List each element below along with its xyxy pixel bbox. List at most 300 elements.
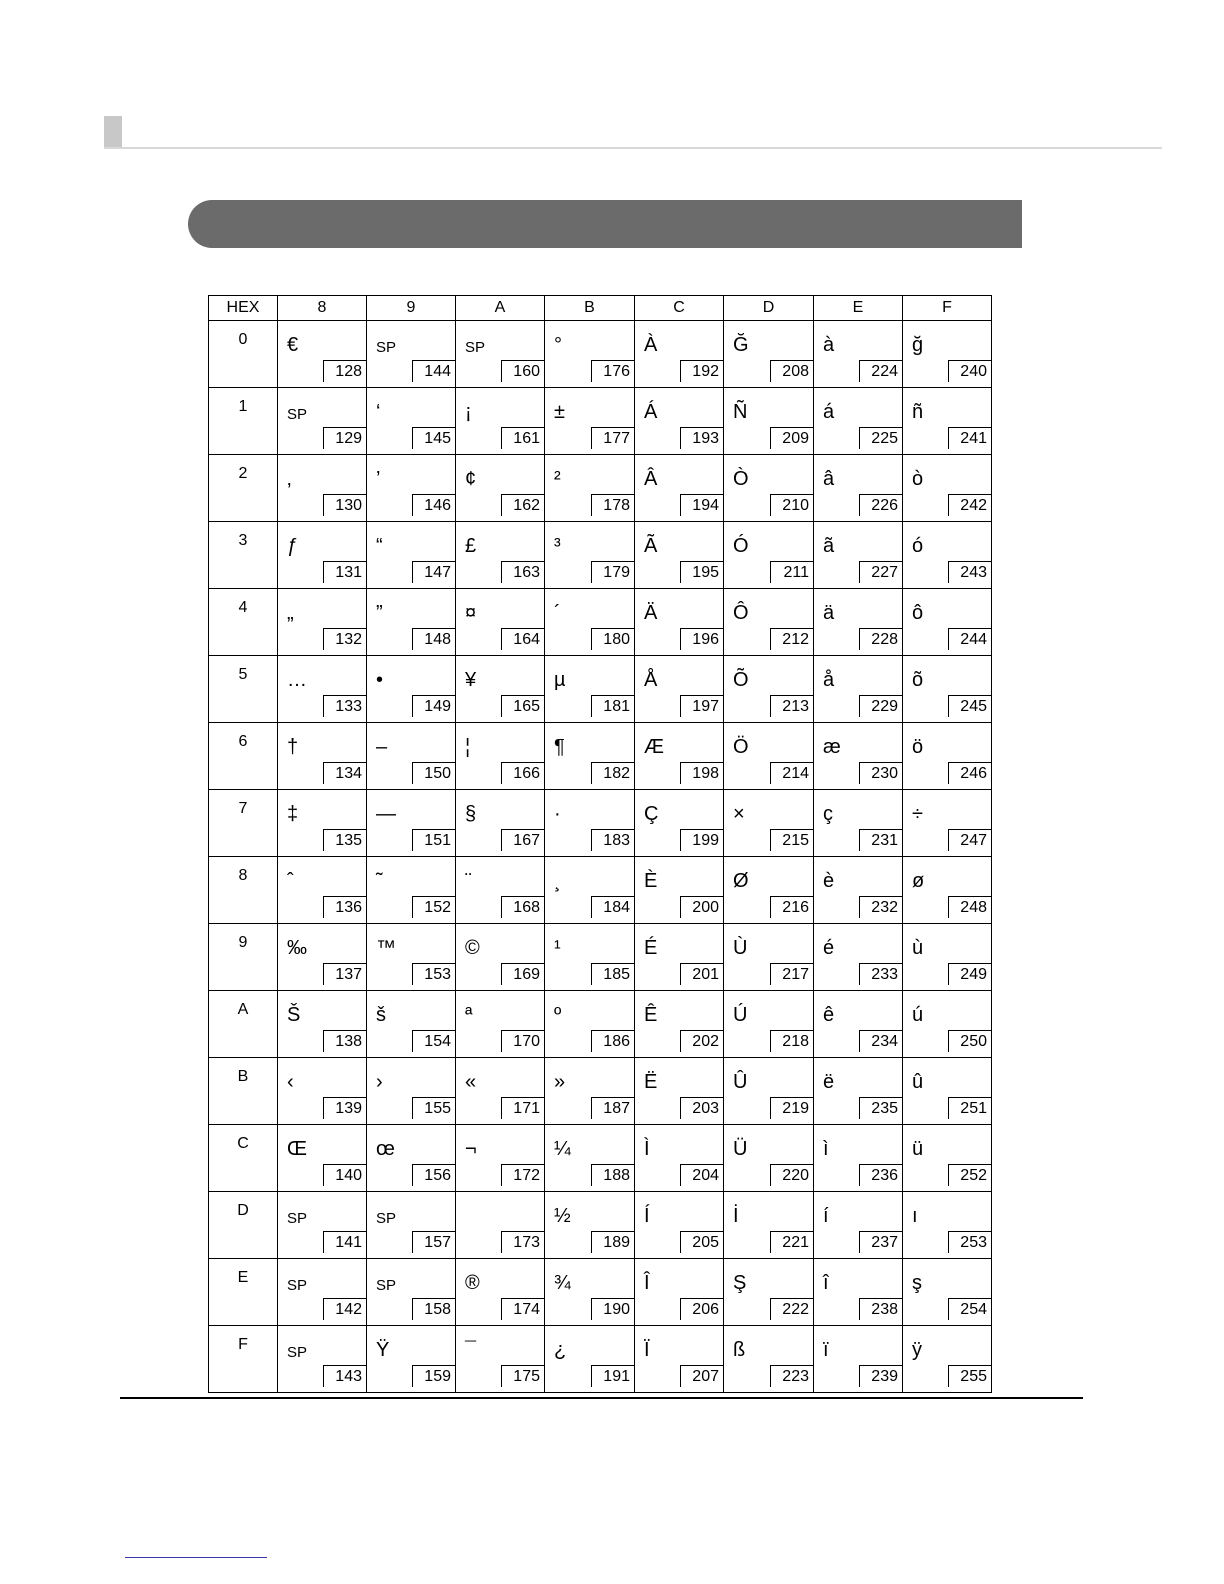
character-glyph: Ë xyxy=(644,1071,658,1093)
character-cell xyxy=(814,991,903,1058)
character-glyph: Ö xyxy=(733,736,749,758)
decimal-code: 177 xyxy=(591,427,634,449)
character-glyph: î xyxy=(823,1272,829,1294)
table-row xyxy=(209,589,992,656)
decimal-code: 183 xyxy=(591,829,634,851)
character-cell xyxy=(814,455,903,522)
character-cell xyxy=(456,522,545,589)
character-glyph: ê xyxy=(823,1004,835,1026)
decimal-code: 215 xyxy=(770,829,813,851)
character-glyph: ¸ xyxy=(554,870,561,892)
decimal-code: 189 xyxy=(591,1231,634,1253)
character-glyph: ë xyxy=(823,1071,835,1093)
character-cell xyxy=(724,656,814,723)
decimal-code: 156 xyxy=(412,1164,455,1186)
character-glyph: Ğ xyxy=(733,334,749,356)
character-glyph: ì xyxy=(823,1138,829,1160)
character-cell xyxy=(903,790,992,857)
character-glyph: ¢ xyxy=(465,468,477,490)
decimal-code: 139 xyxy=(323,1097,366,1119)
decimal-code: 154 xyxy=(412,1030,455,1052)
decimal-code: 227 xyxy=(859,561,902,583)
decimal-code: 247 xyxy=(948,829,991,851)
decimal-code: 178 xyxy=(591,494,634,516)
character-cell xyxy=(278,1259,367,1326)
decimal-code: 236 xyxy=(859,1164,902,1186)
decimal-code: 198 xyxy=(680,762,723,784)
table-row xyxy=(209,991,992,1058)
character-cell xyxy=(814,1125,903,1192)
character-glyph: Ç xyxy=(644,803,659,825)
decimal-code: 142 xyxy=(323,1298,366,1320)
character-glyph: ± xyxy=(554,401,565,423)
character-cell xyxy=(814,589,903,656)
character-cell xyxy=(724,1058,814,1125)
decimal-code: 254 xyxy=(948,1298,991,1320)
character-cell xyxy=(724,991,814,1058)
character-cell xyxy=(545,857,635,924)
decimal-code: 159 xyxy=(412,1365,455,1387)
character-glyph: ş xyxy=(912,1272,922,1294)
character-cell xyxy=(724,924,814,991)
character-glyph: ã xyxy=(823,535,835,557)
character-cell xyxy=(367,790,456,857)
character-glyph: É xyxy=(644,937,658,959)
character-glyph: ³ xyxy=(554,535,561,557)
character-glyph: … xyxy=(287,669,307,691)
decimal-code: 140 xyxy=(323,1164,366,1186)
character-glyph: ı xyxy=(912,1205,918,1227)
character-cell xyxy=(635,1192,724,1259)
character-cell xyxy=(367,1192,456,1259)
decimal-code: 204 xyxy=(680,1164,723,1186)
character-cell xyxy=(545,455,635,522)
character-cell xyxy=(545,656,635,723)
character-cell xyxy=(903,1125,992,1192)
character-glyph: Ã xyxy=(644,535,658,557)
character-glyph: ¨ xyxy=(465,870,472,892)
decimal-code: 253 xyxy=(948,1231,991,1253)
character-cell xyxy=(545,1058,635,1125)
character-cell xyxy=(814,388,903,455)
decimal-code: 223 xyxy=(770,1365,813,1387)
character-glyph: ç xyxy=(823,803,833,825)
column-header: 8 xyxy=(278,296,367,321)
decimal-code: 168 xyxy=(501,896,544,918)
table-row xyxy=(209,723,992,790)
character-cell xyxy=(635,589,724,656)
character-cell xyxy=(367,321,456,388)
character-glyph: ° xyxy=(554,334,562,356)
character-glyph: “ xyxy=(376,535,383,557)
decimal-code: 246 xyxy=(948,762,991,784)
character-glyph: Ò xyxy=(733,468,749,490)
decimal-code: 229 xyxy=(859,695,902,717)
row-header: 2 xyxy=(209,455,278,522)
decimal-code: 252 xyxy=(948,1164,991,1186)
character-glyph: ü xyxy=(912,1138,924,1160)
table-row xyxy=(209,1259,992,1326)
decimal-code: 220 xyxy=(770,1164,813,1186)
character-cell xyxy=(635,1058,724,1125)
decimal-code: 150 xyxy=(412,762,455,784)
character-cell xyxy=(367,991,456,1058)
character-cell xyxy=(724,857,814,924)
decimal-code: 176 xyxy=(591,360,634,382)
character-cell xyxy=(545,321,635,388)
character-glyph: « xyxy=(465,1071,477,1093)
character-glyph: SP xyxy=(376,1210,397,1227)
decimal-code: 145 xyxy=(412,427,455,449)
character-cell xyxy=(278,522,367,589)
character-cell xyxy=(545,924,635,991)
character-glyph: Ü xyxy=(733,1138,748,1160)
character-cell xyxy=(635,1326,724,1393)
row-header: 3 xyxy=(209,522,278,589)
character-cell xyxy=(724,455,814,522)
character-glyph: ‰ xyxy=(287,937,307,959)
decimal-code: 196 xyxy=(680,628,723,650)
row-header: 6 xyxy=(209,723,278,790)
character-glyph: ¡ xyxy=(465,401,472,423)
decimal-code: 242 xyxy=(948,494,991,516)
character-cell xyxy=(724,388,814,455)
character-cell xyxy=(724,723,814,790)
character-glyph: ğ xyxy=(912,334,924,356)
character-glyph: × xyxy=(733,803,745,825)
character-cell xyxy=(903,656,992,723)
decimal-code: 157 xyxy=(412,1231,455,1253)
character-cell xyxy=(903,1259,992,1326)
character-glyph: â xyxy=(823,468,835,490)
character-glyph: í xyxy=(823,1205,829,1227)
character-cell xyxy=(635,857,724,924)
character-glyph: Å xyxy=(644,669,658,691)
decimal-code: 248 xyxy=(948,896,991,918)
decimal-code: 129 xyxy=(323,427,366,449)
character-cell xyxy=(814,790,903,857)
character-glyph: ¾ xyxy=(554,1272,571,1294)
row-header: F xyxy=(209,1326,278,1393)
character-glyph: Î xyxy=(644,1272,650,1294)
character-cell xyxy=(903,1192,992,1259)
character-glyph: ¦ xyxy=(465,736,471,758)
row-header: 4 xyxy=(209,589,278,656)
character-cell xyxy=(635,924,724,991)
character-glyph: ‹ xyxy=(287,1071,294,1093)
character-cell xyxy=(278,790,367,857)
character-glyph: ‡ xyxy=(287,803,299,825)
character-cell xyxy=(903,991,992,1058)
character-glyph: Ï xyxy=(644,1339,650,1361)
character-glyph: æ xyxy=(823,736,841,758)
table-row xyxy=(209,388,992,455)
character-cell xyxy=(278,991,367,1058)
row-header: 5 xyxy=(209,656,278,723)
decimal-code: 173 xyxy=(501,1231,544,1253)
character-cell xyxy=(456,1058,545,1125)
character-cell xyxy=(545,1192,635,1259)
character-cell xyxy=(635,656,724,723)
decimal-code: 143 xyxy=(323,1365,366,1387)
decimal-code: 230 xyxy=(859,762,902,784)
decimal-code: 162 xyxy=(501,494,544,516)
character-glyph: ÿ xyxy=(912,1339,922,1361)
character-glyph: † xyxy=(287,736,299,758)
character-cell xyxy=(724,522,814,589)
character-cell xyxy=(278,589,367,656)
decimal-code: 199 xyxy=(680,829,723,851)
decimal-code: 209 xyxy=(770,427,813,449)
decimal-code: 158 xyxy=(412,1298,455,1320)
character-glyph: Ş xyxy=(733,1272,747,1294)
table-row xyxy=(209,924,992,991)
character-glyph: ô xyxy=(912,602,924,624)
character-glyph: ¼ xyxy=(554,1138,571,1160)
character-glyph: ¬ xyxy=(465,1138,477,1160)
character-cell xyxy=(545,1259,635,1326)
decimal-code: 193 xyxy=(680,427,723,449)
character-cell xyxy=(367,1058,456,1125)
character-cell xyxy=(814,857,903,924)
character-glyph: Ñ xyxy=(733,401,748,423)
character-glyph: Ÿ xyxy=(376,1339,390,1361)
character-cell xyxy=(367,656,456,723)
character-glyph: ú xyxy=(912,1004,924,1026)
decimal-code: 135 xyxy=(323,829,366,851)
decimal-code: 188 xyxy=(591,1164,634,1186)
decimal-code: 211 xyxy=(770,561,813,583)
decimal-code: 167 xyxy=(501,829,544,851)
decimal-code: 179 xyxy=(591,561,634,583)
character-glyph: ¥ xyxy=(465,669,477,691)
decimal-code: 243 xyxy=(948,561,991,583)
character-cell xyxy=(814,321,903,388)
character-cell xyxy=(545,522,635,589)
character-cell xyxy=(635,522,724,589)
character-cell xyxy=(367,522,456,589)
character-glyph: © xyxy=(465,937,480,959)
decimal-code: 128 xyxy=(323,360,366,382)
decimal-code: 241 xyxy=(948,427,991,449)
decimal-code: 228 xyxy=(859,628,902,650)
decimal-code: 155 xyxy=(412,1097,455,1119)
decimal-code: 136 xyxy=(323,896,366,918)
decimal-code: 233 xyxy=(859,963,902,985)
decimal-code: 190 xyxy=(591,1298,634,1320)
character-glyph: „ xyxy=(287,602,294,624)
character-glyph: ´ xyxy=(554,602,561,624)
table-row xyxy=(209,522,992,589)
decimal-code: 249 xyxy=(948,963,991,985)
decimal-code: 194 xyxy=(680,494,723,516)
character-cell xyxy=(278,388,367,455)
decimal-code: 187 xyxy=(591,1097,634,1119)
decimal-code: 192 xyxy=(680,360,723,382)
character-glyph: ø xyxy=(912,870,925,892)
character-glyph: ™ xyxy=(376,937,396,959)
decimal-code: 134 xyxy=(323,762,366,784)
decimal-code: 175 xyxy=(501,1365,544,1387)
character-cell xyxy=(367,1326,456,1393)
character-cell xyxy=(545,1125,635,1192)
character-cell xyxy=(814,723,903,790)
character-cell xyxy=(278,1326,367,1393)
character-cell xyxy=(367,723,456,790)
character-cell xyxy=(278,455,367,522)
character-glyph: Ô xyxy=(733,602,749,624)
character-glyph: » xyxy=(554,1071,566,1093)
decimal-code: 219 xyxy=(770,1097,813,1119)
row-header: A xyxy=(209,991,278,1058)
character-glyph: è xyxy=(823,870,835,892)
decimal-code: 172 xyxy=(501,1164,544,1186)
character-cell xyxy=(724,1259,814,1326)
character-glyph: SP xyxy=(376,1277,397,1294)
character-cell xyxy=(278,1125,367,1192)
decimal-code: 160 xyxy=(501,360,544,382)
decimal-code: 164 xyxy=(501,628,544,650)
decimal-code: 195 xyxy=(680,561,723,583)
character-glyph: À xyxy=(644,334,658,356)
character-cell xyxy=(635,723,724,790)
decimal-code: 141 xyxy=(323,1231,366,1253)
section-marker xyxy=(104,116,122,148)
decimal-code: 197 xyxy=(680,695,723,717)
character-cell xyxy=(724,321,814,388)
row-header: 8 xyxy=(209,857,278,924)
footer-divider xyxy=(120,1397,1083,1399)
character-cell xyxy=(545,388,635,455)
table-row xyxy=(209,1058,992,1125)
decimal-code: 171 xyxy=(501,1097,544,1119)
character-glyph: ß xyxy=(733,1339,746,1361)
decimal-code: 232 xyxy=(859,896,902,918)
character-glyph: ® xyxy=(465,1272,480,1294)
character-cell xyxy=(903,388,992,455)
decimal-code: 213 xyxy=(770,695,813,717)
character-glyph: ’ xyxy=(376,468,381,490)
row-header: E xyxy=(209,1259,278,1326)
character-cell xyxy=(635,790,724,857)
decimal-code: 203 xyxy=(680,1097,723,1119)
character-cell xyxy=(456,1192,545,1259)
character-cell xyxy=(367,589,456,656)
character-cell xyxy=(635,388,724,455)
character-cell xyxy=(635,991,724,1058)
character-cell xyxy=(367,924,456,991)
character-glyph: ñ xyxy=(912,401,924,423)
decimal-code: 166 xyxy=(501,762,544,784)
character-glyph: ‘ xyxy=(376,401,381,423)
character-cell xyxy=(903,723,992,790)
character-glyph: Ø xyxy=(733,870,749,892)
row-header: 9 xyxy=(209,924,278,991)
character-glyph: ¶ xyxy=(554,736,565,758)
character-glyph: ¯ xyxy=(465,1339,477,1361)
decimal-code: 224 xyxy=(859,360,902,382)
character-glyph: € xyxy=(287,334,299,356)
character-cell xyxy=(724,790,814,857)
decimal-code: 208 xyxy=(770,360,813,382)
character-cell xyxy=(278,1192,367,1259)
decimal-code: 235 xyxy=(859,1097,902,1119)
decimal-code: 144 xyxy=(412,360,455,382)
character-cell xyxy=(456,857,545,924)
character-cell xyxy=(456,790,545,857)
character-glyph: — xyxy=(376,803,396,825)
decimal-code: 231 xyxy=(859,829,902,851)
row-header: B xyxy=(209,1058,278,1125)
character-cell xyxy=(903,589,992,656)
decimal-code: 225 xyxy=(859,427,902,449)
character-glyph: Û xyxy=(733,1071,748,1093)
character-glyph: é xyxy=(823,937,835,959)
decimal-code: 169 xyxy=(501,963,544,985)
character-glyph: ª xyxy=(465,1004,473,1026)
character-glyph: SP xyxy=(287,406,308,423)
decimal-code: 182 xyxy=(591,762,634,784)
decimal-code: 146 xyxy=(412,494,455,516)
character-glyph: § xyxy=(465,803,477,825)
decimal-code: 226 xyxy=(859,494,902,516)
character-cell xyxy=(814,924,903,991)
character-glyph: ï xyxy=(823,1339,829,1361)
decimal-code: 210 xyxy=(770,494,813,516)
character-glyph: µ xyxy=(554,669,566,691)
code-page-table xyxy=(208,295,992,1393)
character-cell xyxy=(724,1125,814,1192)
decimal-code: 180 xyxy=(591,628,634,650)
decimal-code: 222 xyxy=(770,1298,813,1320)
character-glyph: Ú xyxy=(733,1004,748,1026)
column-header: C xyxy=(635,296,724,321)
character-glyph: SP xyxy=(465,339,486,356)
character-cell xyxy=(903,1058,992,1125)
character-glyph: İ xyxy=(733,1205,739,1227)
hex-header: HEX xyxy=(209,296,278,321)
character-glyph: Â xyxy=(644,468,658,490)
decimal-code: 201 xyxy=(680,963,723,985)
column-header: F xyxy=(903,296,992,321)
character-glyph: ” xyxy=(376,602,383,624)
decimal-code: 218 xyxy=(770,1030,813,1052)
character-cell xyxy=(367,388,456,455)
character-cell xyxy=(724,1326,814,1393)
decimal-code: 151 xyxy=(412,829,455,851)
decimal-code: 240 xyxy=(948,360,991,382)
character-glyph: – xyxy=(376,736,388,758)
decimal-code: 250 xyxy=(948,1030,991,1052)
character-glyph: ¤ xyxy=(465,602,477,624)
character-glyph: · xyxy=(554,803,561,825)
column-header: A xyxy=(456,296,545,321)
character-glyph: Æ xyxy=(644,736,664,758)
character-glyph: Í xyxy=(644,1205,650,1227)
character-glyph: ² xyxy=(554,468,561,490)
character-cell xyxy=(456,455,545,522)
character-glyph: Õ xyxy=(733,669,749,691)
decimal-code: 221 xyxy=(770,1231,813,1253)
character-glyph: Á xyxy=(644,401,658,423)
character-glyph: ½ xyxy=(554,1205,571,1227)
table-row xyxy=(209,1326,992,1393)
character-cell xyxy=(456,924,545,991)
character-cell xyxy=(278,656,367,723)
decimal-code: 244 xyxy=(948,628,991,650)
character-glyph: ˜ xyxy=(376,870,383,892)
table-row xyxy=(209,656,992,723)
